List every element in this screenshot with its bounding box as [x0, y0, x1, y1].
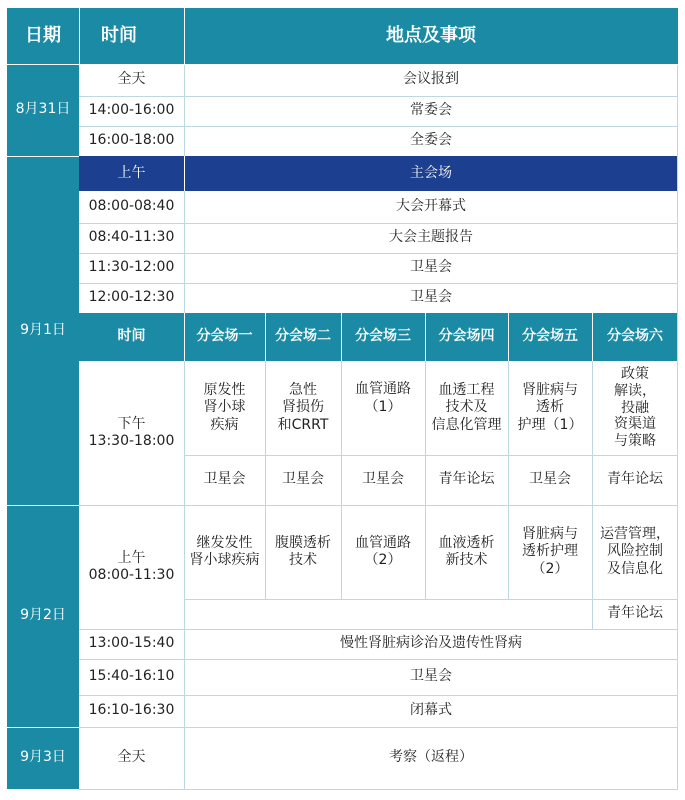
sep2-topic-6: 运营管理， 风险控制 及信息化	[600, 525, 670, 577]
grid-line	[341, 505, 342, 599]
sep1-main-venue: 主会场	[184, 156, 678, 191]
grid-line	[79, 505, 678, 506]
sep2-topic-3: 血管通路 （2）	[355, 534, 411, 568]
sep1-event-2: 大会主题报告	[389, 229, 473, 246]
sep2-extra-6: 青年论坛	[607, 605, 663, 622]
grid-line	[265, 361, 266, 505]
grid-line	[7, 505, 79, 506]
aug31-event-3: 全委会	[410, 132, 452, 149]
grid-line	[7, 727, 79, 728]
grid-line	[341, 361, 342, 505]
grid-line	[79, 283, 678, 284]
sep1-topic-5: 肾脏病与 透析 护理（1）	[517, 381, 583, 433]
sep2-time-2: 15:40-16:10	[88, 668, 175, 685]
sep1-topic-4: 血透工程 技术及 信息化管理	[431, 381, 502, 433]
grid-line	[184, 599, 678, 600]
grid-line	[79, 8, 80, 64]
grid-line	[265, 505, 266, 599]
sep2-event-2: 卫星会	[410, 668, 452, 685]
grid-line	[425, 505, 426, 599]
sep1-time-4: 12:00-12:30	[88, 289, 175, 306]
grid-line	[7, 64, 678, 65]
sep2-extra-blank	[184, 599, 592, 629]
grid-line	[508, 313, 509, 361]
grid-line	[677, 64, 678, 789]
date-aug31: 8月31日	[7, 64, 79, 156]
grid-line	[425, 313, 426, 361]
grid-line	[79, 223, 678, 224]
sep2-topic-2: 腹膜透析 技术	[275, 534, 331, 568]
sep1-event-3: 卫星会	[410, 259, 452, 276]
hall-1-header: 分会场一	[184, 313, 265, 361]
aug31-time-2: 14:00-16:00	[88, 102, 175, 119]
hall-6-header: 分会场六	[592, 313, 678, 361]
sep2-topic-4: 血液透析 新技术	[438, 534, 495, 568]
sep3-event: 考察（返程）	[389, 749, 473, 766]
grid-line	[425, 361, 426, 505]
grid-line	[592, 361, 593, 505]
sep1-time-2: 08:40-11:30	[88, 229, 175, 246]
grid-line	[79, 727, 678, 728]
hall-3-header: 分会场三	[341, 313, 425, 361]
sep2-time-3: 16:10-16:30	[88, 702, 175, 719]
sep2-topic-1: 继发发性 肾小球疾病	[189, 534, 260, 568]
sep2-event-1: 慢性肾脏病诊治及遗传性肾病	[340, 635, 522, 652]
sep3-time: 全天	[117, 749, 146, 766]
sep1-extra-4: 青年论坛	[438, 471, 495, 488]
aug31-event-2: 常委会	[410, 102, 452, 119]
hall-5-header: 分会场五	[508, 313, 592, 361]
date-sep2: 9月2日	[7, 505, 79, 727]
sep1-extra-1: 卫星会	[203, 471, 246, 488]
sep1-afternoon-time: 下午 13:30-18:00	[88, 415, 175, 449]
sep2-topic-5: 肾脏病与 透析护理 （2）	[522, 525, 578, 577]
grid-line	[79, 126, 678, 127]
header-venue: 地点及事项	[184, 8, 678, 64]
header-date: 日期	[7, 8, 79, 64]
sep1-extra-3: 卫星会	[362, 471, 404, 488]
grid-line	[79, 253, 678, 254]
sep1-morning-time: 上午	[79, 156, 184, 191]
sep2-morning-time: 上午 08:00-11:30	[88, 549, 175, 583]
aug31-event-1: 会议报到	[403, 71, 459, 88]
grid-line	[7, 156, 79, 157]
aug31-time-3: 16:00-18:00	[88, 132, 175, 149]
sep1-extra-6: 青年论坛	[607, 471, 663, 488]
sep1-topic-1: 原发性 肾小球 疾病	[203, 381, 246, 433]
date-sep1: 9月1日	[7, 156, 79, 505]
grid-line	[265, 313, 266, 361]
grid-line	[184, 455, 678, 456]
sessions-header-time: 时间	[79, 313, 184, 361]
sep1-event-4: 卫星会	[410, 289, 452, 306]
sep1-topic-6: 政策 解读， 投融 资渠道 与策略	[614, 366, 656, 450]
sep1-event-1: 大会开幕式	[396, 198, 466, 215]
sep2-event-3: 闭幕式	[410, 702, 452, 719]
sep1-time-1: 08:00-08:40	[88, 198, 175, 215]
grid-line	[341, 313, 342, 361]
grid-line	[79, 96, 678, 97]
grid-line	[508, 361, 509, 505]
grid-line	[79, 629, 678, 630]
grid-line	[79, 695, 678, 696]
sep1-time-3: 11:30-12:00	[88, 259, 175, 276]
aug31-time-1: 全天	[117, 71, 146, 88]
sep1-extra-5: 卫星会	[529, 471, 571, 488]
grid-line	[592, 505, 593, 629]
grid-line	[184, 156, 185, 191]
grid-line	[184, 313, 185, 361]
grid-line	[79, 789, 678, 790]
sep1-topic-3: 血管通路 （1）	[355, 381, 411, 415]
date-sep3: 9月3日	[7, 727, 79, 789]
header-time: 时间	[79, 8, 184, 64]
grid-line	[184, 8, 185, 64]
hall-2-header: 分会场二	[265, 313, 341, 361]
grid-line	[508, 505, 509, 599]
hall-4-header: 分会场四	[425, 313, 508, 361]
grid-line	[79, 659, 678, 660]
sep1-extra-2: 卫星会	[282, 471, 324, 488]
sep1-topic-2: 急性 肾损伤 和CRRT	[277, 381, 329, 433]
sep2-time-1: 13:00-15:40	[88, 635, 175, 652]
grid-line	[592, 313, 593, 361]
